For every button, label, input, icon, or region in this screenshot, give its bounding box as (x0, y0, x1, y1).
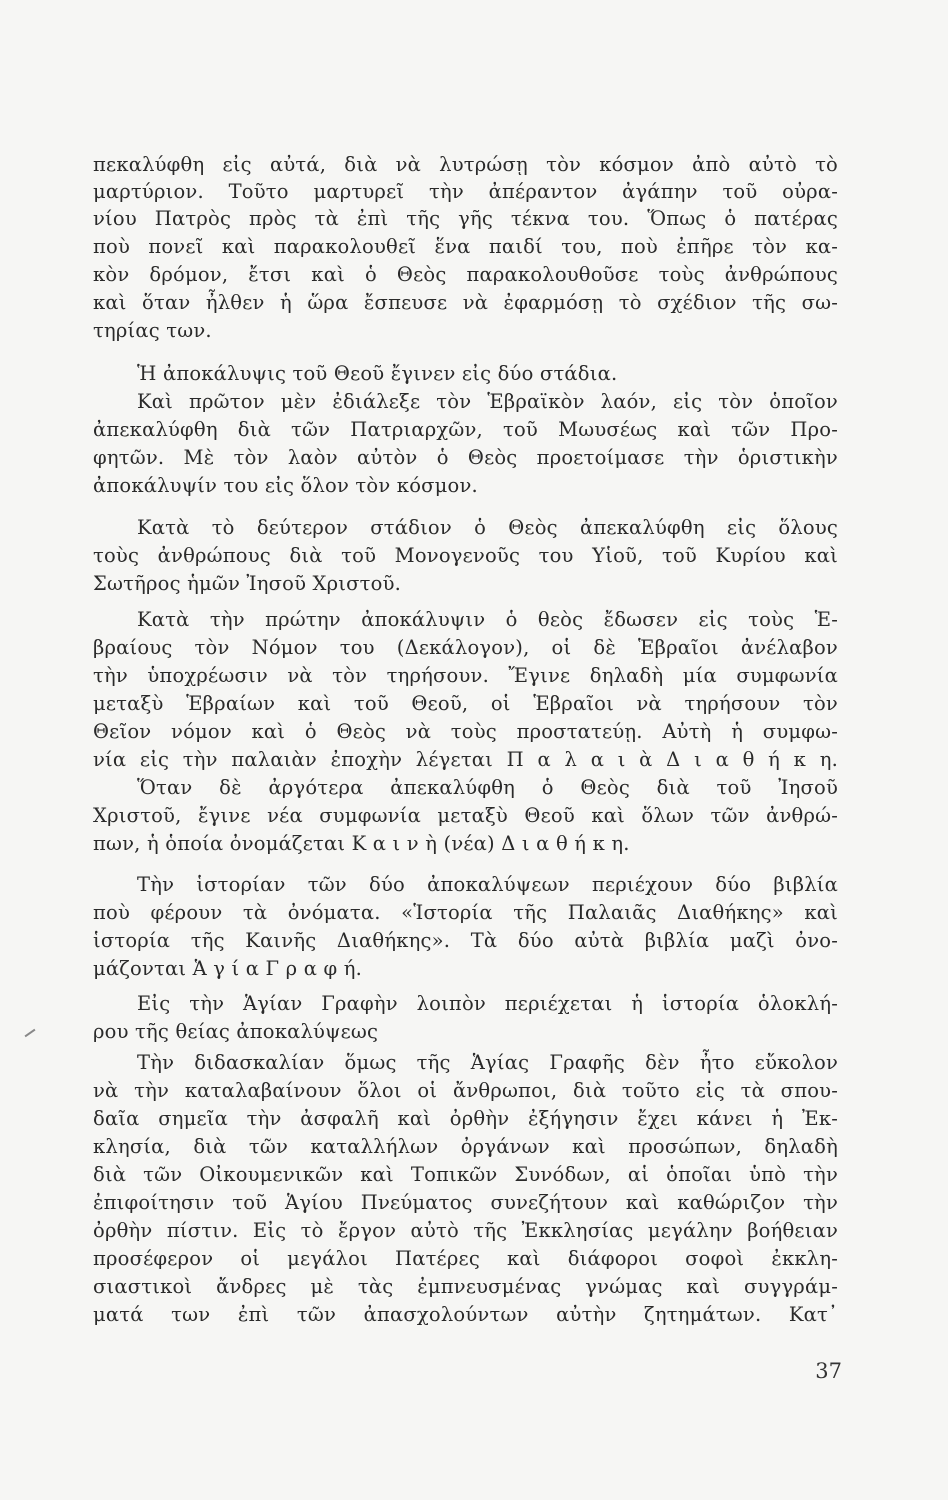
text-line: νία εἰς τὴν παλαιὰν ἐποχὴν λέγεται Π α λ α ι ὰ Δ ι α θ ή κ η. (93, 748, 838, 771)
text-line: Σωτῆρος ἡμῶν Ἰησοῦ Χριστοῦ. (93, 572, 402, 595)
text-line: ποὺ φέρουν τὰ ὀνόματα. «Ἱστορία τῆς Παλαιᾶς Διαθήκης» καὶ (93, 901, 838, 924)
text-line: κλησία, διὰ τῶν καταλλήλων ὀργάνων καὶ προσώπων, δηλαδὴ (93, 1135, 838, 1158)
text-line: Ἡ ἀποκάλυψις τοῦ Θεοῦ ἔγινεν εἰς δύο στάδια. (137, 362, 618, 385)
text-line: Κατὰ τὸ δεύτερον στάδιον ὁ Θεὸς ἀπεκαλύφθη εἰς ὅλους (137, 516, 838, 539)
text-line: ποὺ πονεῖ καὶ παρακολουθεῖ ἕνα παιδί του, ποὺ ἐπῆρε τὸν κα- (93, 235, 838, 258)
text-line: προσέφερον οἱ μεγάλοι Πατέρες καὶ διάφοροι σοφοὶ ἐκκλη- (93, 1247, 838, 1270)
text-line: πων, ἡ ὁποία ὀνομάζεται Κ α ι ν ὴ (νέα) Δ ι α θ ή κ η. (93, 832, 630, 855)
text-line: ἀπεκαλύφθη διὰ τῶν Πατριαρχῶν, τοῦ Μωυσέως καὶ τῶν Προ- (93, 418, 838, 441)
text-line: νίου Πατρὸς πρὸς τὰ ἐπὶ τῆς γῆς τέκνα του. Ὅπως ὁ πατέρας (93, 207, 838, 230)
text-line: μάζονται Ἁ γ ί α Γ ρ α φ ή. (93, 957, 363, 980)
text-line: Καὶ πρῶτον μὲν ἐδιάλεξε τὸν Ἑβραϊκὸν λαόν, εἰς τὸν ὁποῖον (137, 390, 838, 413)
text-line: φητῶν. Μὲ τὸν λαὸν αὐτὸν ὁ Θεὸς προετοίμασε τὴν ὁριστικὴν (93, 446, 838, 469)
text-line: Τὴν ἱστορίαν τῶν δύο ἀποκαλύψεων περιέχουν δύο βιβλία (137, 873, 838, 896)
text-line: μεταξὺ Ἑβραίων καὶ τοῦ Θεοῦ, οἱ Ἑβραῖοι νὰ τηρήσουν τὸν (93, 692, 838, 715)
text-line: Ὅταν δὲ ἀργότερα ἀπεκαλύφθη ὁ Θεὸς διὰ τοῦ Ἰησοῦ (137, 776, 838, 799)
text-line: ἱστορία τῆς Καινῆς Διαθήκης». Τὰ δύο αὐτὰ βιβλία μαζὶ ὀνο- (93, 929, 838, 952)
text-line: πεκαλύφθη εἰς αὐτά, διὰ νὰ λυτρώσῃ τὸν κόσμον ἀπὸ αὐτὸ τὸ (93, 153, 838, 176)
text-line: διὰ τῶν Οἰκουμενικῶν καὶ Τοπικῶν Συνόδων, αἱ ὁποῖαι ὑπὸ τὴν (93, 1163, 838, 1186)
text-line: Τὴν διδασκαλίαν ὅμως τῆς Ἁγίας Γραφῆς δὲν ἦτο εὔκολον (137, 1051, 838, 1074)
text-line: Θεῖον νόμον καὶ ὁ Θεὸς νὰ τοὺς προστατεύῃ. Αὐτὴ ἡ συμφω- (93, 720, 838, 743)
text-line: μαρτύριον. Τοῦτο μαρτυρεῖ τὴν ἀπέραντον ἀγάπην τοῦ οὐρα- (93, 180, 838, 203)
text-line: τοὺς ἀνθρώπους διὰ τοῦ Μονογενοῦς του Υἱοῦ, τοῦ Κυρίου καὶ (93, 544, 838, 567)
text-line: τὴν ὑποχρέωσιν νὰ τὸν τηρήσουν. Ἔγινε δηλαδὴ μία συμφωνία (93, 664, 838, 687)
text-line: νὰ τὴν καταλαβαίνουν ὅλοι οἱ ἄνθρωποι, διὰ τοῦτο εἰς τὰ σπου- (93, 1079, 838, 1102)
text-line: κὸν δρόμον, ἔτσι καὶ ὁ Θεὸς παρακολουθοῦσε τοὺς ἀνθρώπους (93, 263, 838, 286)
text-line: καὶ ὅταν ἦλθεν ἡ ὥρα ἔσπευσε νὰ ἐφαρμόσῃ τὸ σχέδιον τῆς σω- (93, 291, 838, 314)
text-line: Κατὰ τὴν πρώτην ἀποκάλυψιν ὁ θεὸς ἔδωσεν εἰς τοὺς Ἑ- (137, 608, 838, 631)
text-line: δαῖα σημεῖα τὴν ἀσφαλῆ καὶ ὀρθὴν ἐξήγησιν ἔχει κάνει ἡ Ἐκ- (93, 1107, 838, 1130)
text-line: ὀρθὴν πίστιν. Εἰς τὸ ἔργον αὐτὸ τῆς Ἐκκλησίας μεγάλην βοήθειαν (93, 1219, 838, 1242)
page-number: 37 (815, 1359, 842, 1383)
text-line: σιαστικοὶ ἄνδρες μὲ τὰς ἐμπνευσμένας γνώμας καὶ συγγράμ- (93, 1275, 838, 1298)
text-line: τηρίας των. (93, 319, 212, 342)
text-line: Εἰς τὴν Ἁγίαν Γραφὴν λοιπὸν περιέχεται ἡ ἱστορία ὁλοκλή- (137, 992, 838, 1015)
text-line: ἐπιφοίτησιν τοῦ Ἁγίου Πνεύματος συνεζήτουν καὶ καθώριζον τὴν (93, 1191, 838, 1214)
text-line: Χριστοῦ, ἔγινε νέα συμφωνία μεταξὺ Θεοῦ καὶ ὅλων τῶν ἀνθρώ- (93, 804, 838, 827)
text-line: ἀποκάλυψίν του εἰς ὅλον τὸν κόσμον. (93, 474, 478, 497)
margin-pencil-mark (25, 1029, 36, 1038)
text-line: ματά των ἐπὶ τῶν ἀπασχολούντων αὐτὴν ζητημάτων. Κατ᾿ (93, 1303, 838, 1326)
text-line: ρου τῆς θείας ἀποκαλύψεως (93, 1020, 379, 1043)
text-line: βραίους τὸν Νόμον του (Δεκάλογον), οἱ δὲ Ἑβραῖοι ἀνέλαβον (93, 636, 838, 659)
